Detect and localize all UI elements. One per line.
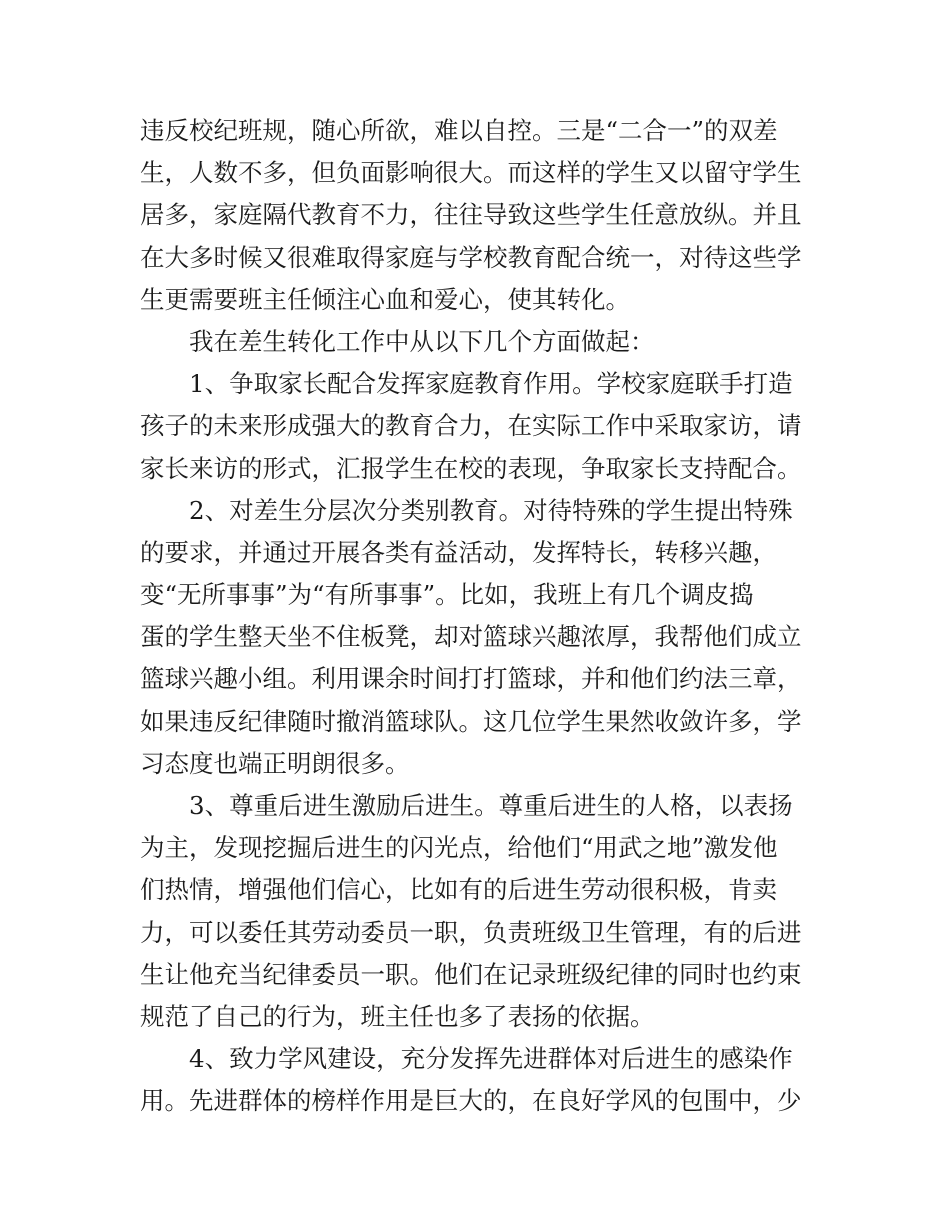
document-body — [140, 110, 820, 1123]
text-line: 篮球兴趣小组。利用课余时间打打篮球，并和他们约法三章， — [140, 664, 802, 694]
paragraph-intro-line: 我在差生转化工作中从以下几个方面做起： — [189, 326, 655, 356]
text-line: 习态度也端正明朗很多。 — [140, 748, 410, 778]
text-line: 们热情，增强他们信心，比如有的后进生劳动很积极，肯卖 — [140, 875, 777, 905]
text-line: 违反校纪班规，随心所欲，难以自控。三是“二合一”的双差 — [140, 116, 778, 145]
text-line: 规范了自己的行为，班主任也多了表扬的依据。 — [140, 1001, 655, 1031]
text-line: 孩子的未来形成强大的教育合力，在实际工作中采取家访，请 — [140, 411, 802, 441]
text-line: 蛋的学生整天坐不住板凳，却对篮球兴趣浓厚，我帮他们成立 — [140, 622, 802, 652]
text-line: 生让他充当纪律委员一职。他们在记录班级纪律的同时也约束 — [140, 959, 802, 989]
point-2-heading-line: 2、对差生分层次分类别教育。对待特殊的学生提出特殊 — [189, 495, 793, 525]
text-line: 的要求，并通过开展各类有益活动，发挥特长，转移兴趣， — [140, 537, 777, 567]
text-line: 为主，发现挖掘后进生的闪光点，给他们“用武之地”激发他 — [140, 833, 778, 863]
text-line: 如果违反纪律随时撤消篮球队。这几位学生果然收敛许多，学 — [140, 706, 802, 736]
text-line: 生，人数不多，但负面影响很大。而这样的学生又以留守学生 — [140, 158, 802, 188]
text-line: 生更需要班主任倾注心血和爱心，使其转化。 — [140, 284, 630, 314]
point-4-heading-line: 4、致力学风建设，充分发挥先进群体对后进生的感染作 — [189, 1044, 793, 1074]
text-line: 家长来访的形式，汇报学生在校的表现，争取家长支持配合。 — [140, 453, 802, 483]
point-3-heading-line: 3、尊重后进生激励后进生。尊重后进生的人格，以表扬 — [189, 791, 793, 820]
text-line: 力，可以委任其劳动委员一职，负责班级卫生管理，有的后进 — [140, 917, 802, 947]
text-line: 用。先进群体的榜样作用是巨大的，在良好学风的包围中，少 — [140, 1086, 802, 1116]
text-line: 居多，家庭隔代教育不力，往往导致这些学生任意放纵。并且 — [140, 200, 802, 230]
point-1-heading-line: 1、争取家长配合发挥家庭教育作用。学校家庭联手打造 — [189, 369, 793, 399]
text-line: 变“无所事事”为“有所事事”。比如，我班上有几个调皮捣 — [140, 580, 754, 610]
text-line: 在大多时候又很难取得家庭与学校教育配合统一，对待这些学 — [140, 242, 802, 272]
